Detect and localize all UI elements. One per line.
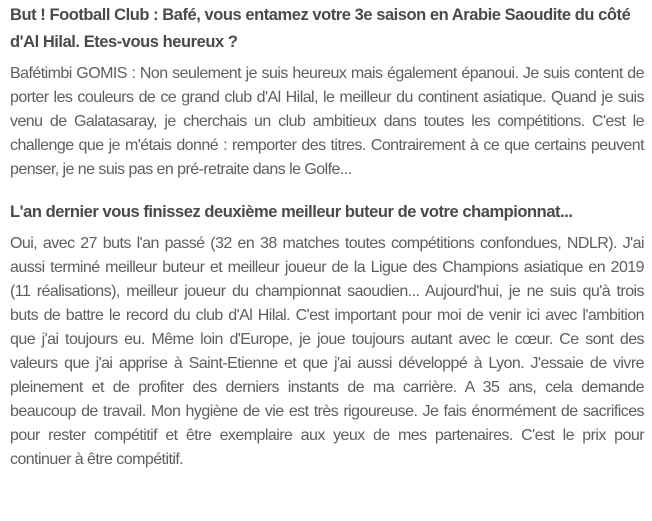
interview-question: L'an dernier vous finissez deuxième meilleur buteur de votre championnat... (10, 203, 573, 221)
interview-answer: Bafétimbi GOMIS : Non seulement je suis heureux mais également épanoui. Je suis content de porter les couleurs de ce grand club d'Al Hilal, le meilleur du continent asiatique. Quand je suis venu de Galatasaray, je cherchais un club ambitieux dans toutes les compétitions. C'est le challenge que je m'étais donné : remporter des titres. Contrairement à ce que certains peuvent penser, je ne suis pas en pré-retraite dans le Golfe... (10, 65, 644, 178)
interview-block (10, 2, 644, 182)
interview-answer: Oui, avec 27 buts l'an passé (32 en 38 matches toutes compétitions confondues, NDLR). J'ai aussi terminé meilleur buteur et meilleur joueur de la Ligue des Champions asiatique en 2019 (11 réalisations), meilleur joueur du championnat saoudien... Aujourd'hui, je ne suis qu'à trois buts de battre le record du club d'Al Hilal. C'est important pour moi de venir ici avec l'ambition que j'ai toujours eu. Même loin d'Europe, je joue toujours autant avec le cœur. Ce sont des valeurs que j'ai apprise à Saint-Etienne et que j'ai aussi développé à Lyon. J'essaie de vivre pleinement et de profiter des derniers instants de ma carrière. A 35 ans, cela demande beaucoup de travail. Mon hygiène de vie est très rigoureuse. Je fais énormément de sacrifices pour rester compétitif et être exemplaire aux yeux de mes partenaires. C'est le prix pour continuer à être compétitif. (10, 235, 644, 468)
interview-block (10, 199, 644, 472)
interview-question: But ! Football Club : Bafé, vous entamez votre 3e saison en Arabie Saoudite du côté d'Al Hilal. Etes-vous heureux ? (10, 6, 631, 51)
